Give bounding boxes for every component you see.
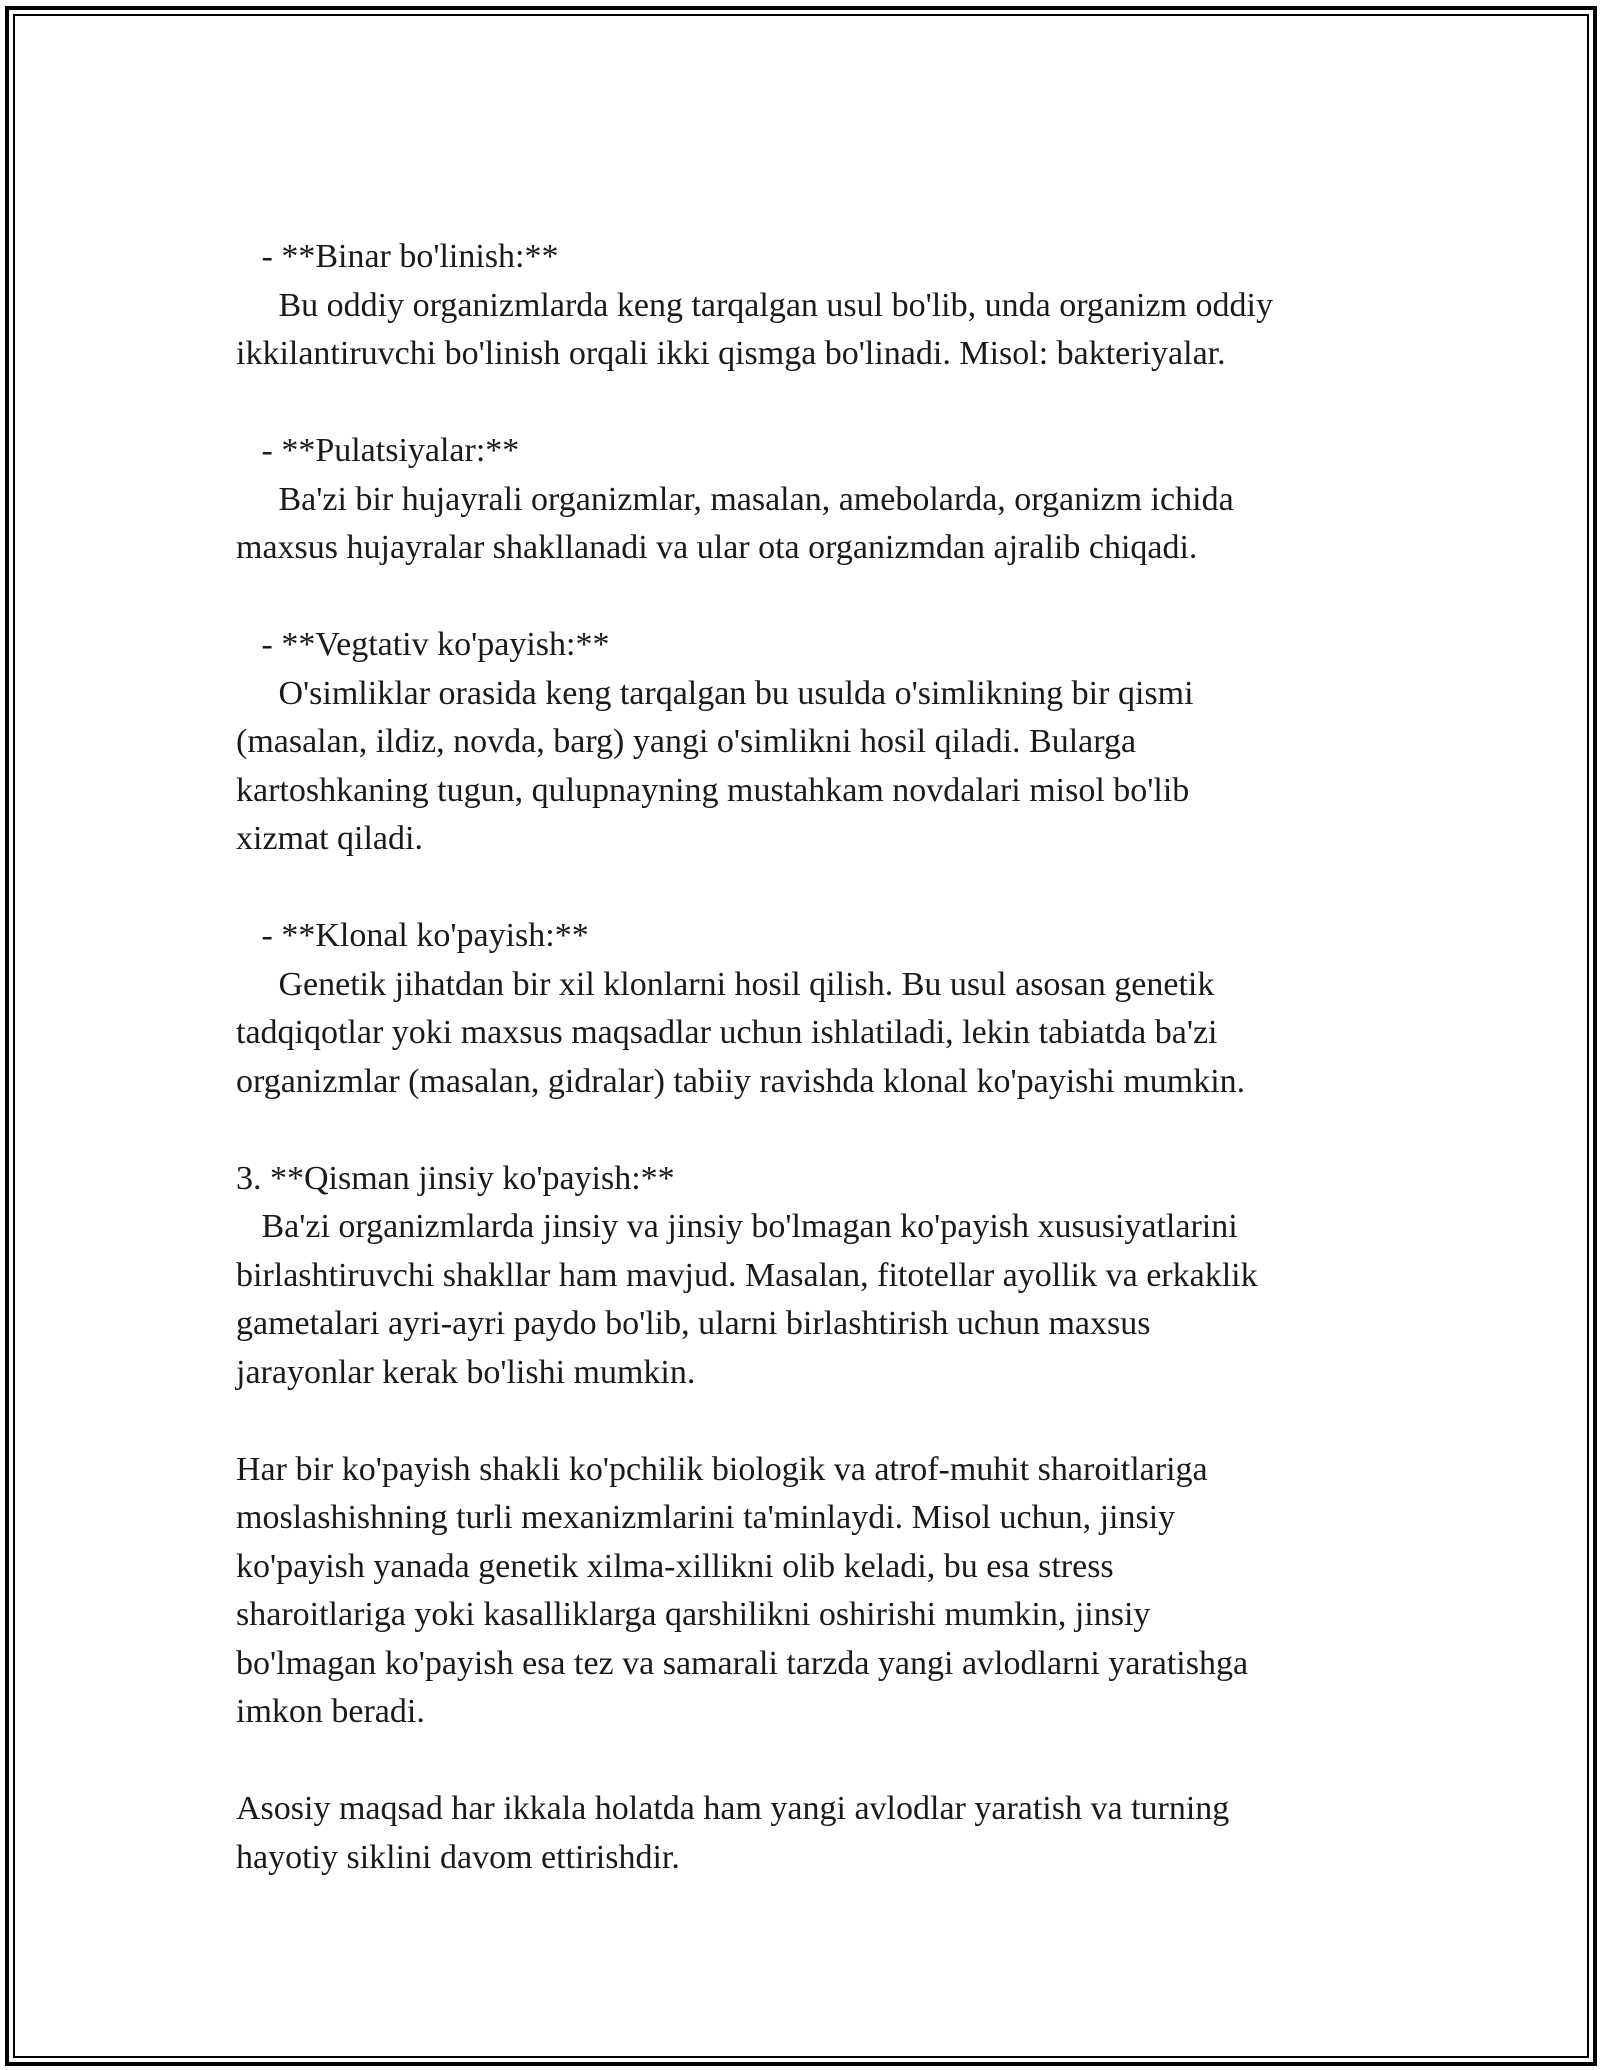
text-line: - **Pulatsiyalar:** xyxy=(236,432,520,469)
text-line: Asosiy maqsad har ikkala holatda ham yangi avlodlar yaratish va turning xyxy=(236,1790,1230,1827)
text-line: organizmlar (masalan, gidralar) tabiiy ravishda klonal ko'payishi mumkin. xyxy=(236,1062,1246,1100)
text-line: Genetik jihatdan bir xil klonlarni hosil qilish. Bu usul asosan genetik xyxy=(236,965,1215,1003)
text-line: Ba'zi bir hujayrali organizmlar, masalan, amebolarda, organizm ichida xyxy=(236,480,1234,518)
text-line: - **Vegtativ ko'payish:** xyxy=(236,626,610,663)
document-body xyxy=(236,233,1396,1882)
text-line: xizmat qiladi. xyxy=(236,820,423,857)
text-line: gametalari ayri-ayri paydo bo'lib, ularni birlashtirish uchun maxsus xyxy=(236,1305,1151,1342)
text-line: kartoshkaning tugun, qulupnayning mustahkam novdalari misol bo'lib xyxy=(236,771,1190,809)
text-line: tadqiqotlar yoki maxsus maqsadlar uchun ishlatiladi, lekin tabiatda ba'zi xyxy=(236,1014,1218,1051)
text-line: bo'lmagan ko'payish esa tez va samarali tarzda yangi avlodlarni yaratishga xyxy=(236,1644,1249,1682)
text-line: ikkilantiruvchi bo'linish orqali ikki qismga bo'linadi. Misol: bakteriyalar. xyxy=(236,335,1226,372)
blank-line xyxy=(236,1397,1396,1446)
text-line: jarayonlar kerak bo'lishi mumkin. xyxy=(236,1353,696,1391)
blank-line xyxy=(236,1106,1396,1155)
text-line: (masalan, ildiz, novda, barg) yangi o'simlikni hosil qiladi. Bularga xyxy=(236,723,1137,760)
text-line: imkon beradi. xyxy=(236,1693,425,1730)
text-line: Har bir ko'payish shakli ko'pchilik biologik va atrof-muhit sharoitlariga xyxy=(236,1450,1208,1488)
blank-line xyxy=(236,379,1396,428)
text-line: birlashtiruvchi shakllar ham mavjud. Masalan, fitotellar ayollik va erkaklik xyxy=(236,1256,1258,1294)
text-line: ko'payish yanada genetik xilma-xillikni olib keladi, bu esa stress xyxy=(236,1547,1114,1585)
blank-line xyxy=(236,573,1396,622)
text-line: O'simliklar orasida keng tarqalgan bu usulda o'simlikning bir qismi xyxy=(236,674,1194,712)
text-line: Bu oddiy organizmlarda keng tarqalgan usul bo'lib, unda organizm oddiy xyxy=(236,286,1273,324)
text-line: sharoitlariga yoki kasalliklarga qarshilikni oshirishi mumkin, jinsiy xyxy=(236,1596,1151,1633)
text-line: - **Binar bo'linish:** xyxy=(236,238,559,275)
text-line: moslashishning turli mexanizmlarini ta'minlaydi. Misol uchun, jinsiy xyxy=(236,1499,1176,1536)
text-line: 3. **Qisman jinsiy ko'payish:** xyxy=(236,1159,675,1197)
text-line: Ba'zi organizmlarda jinsiy va jinsiy bo'lmagan ko'payish xususiyatlarini xyxy=(236,1208,1238,1245)
text-line: - **Klonal ko'payish:** xyxy=(236,917,589,954)
text-line: maxsus hujayralar shakllanadi va ular ota organizmdan ajralib chiqadi. xyxy=(236,529,1198,566)
blank-line xyxy=(236,864,1396,913)
blank-line xyxy=(236,1737,1396,1786)
text-line: hayotiy siklini davom ettirishdir. xyxy=(236,1838,680,1876)
